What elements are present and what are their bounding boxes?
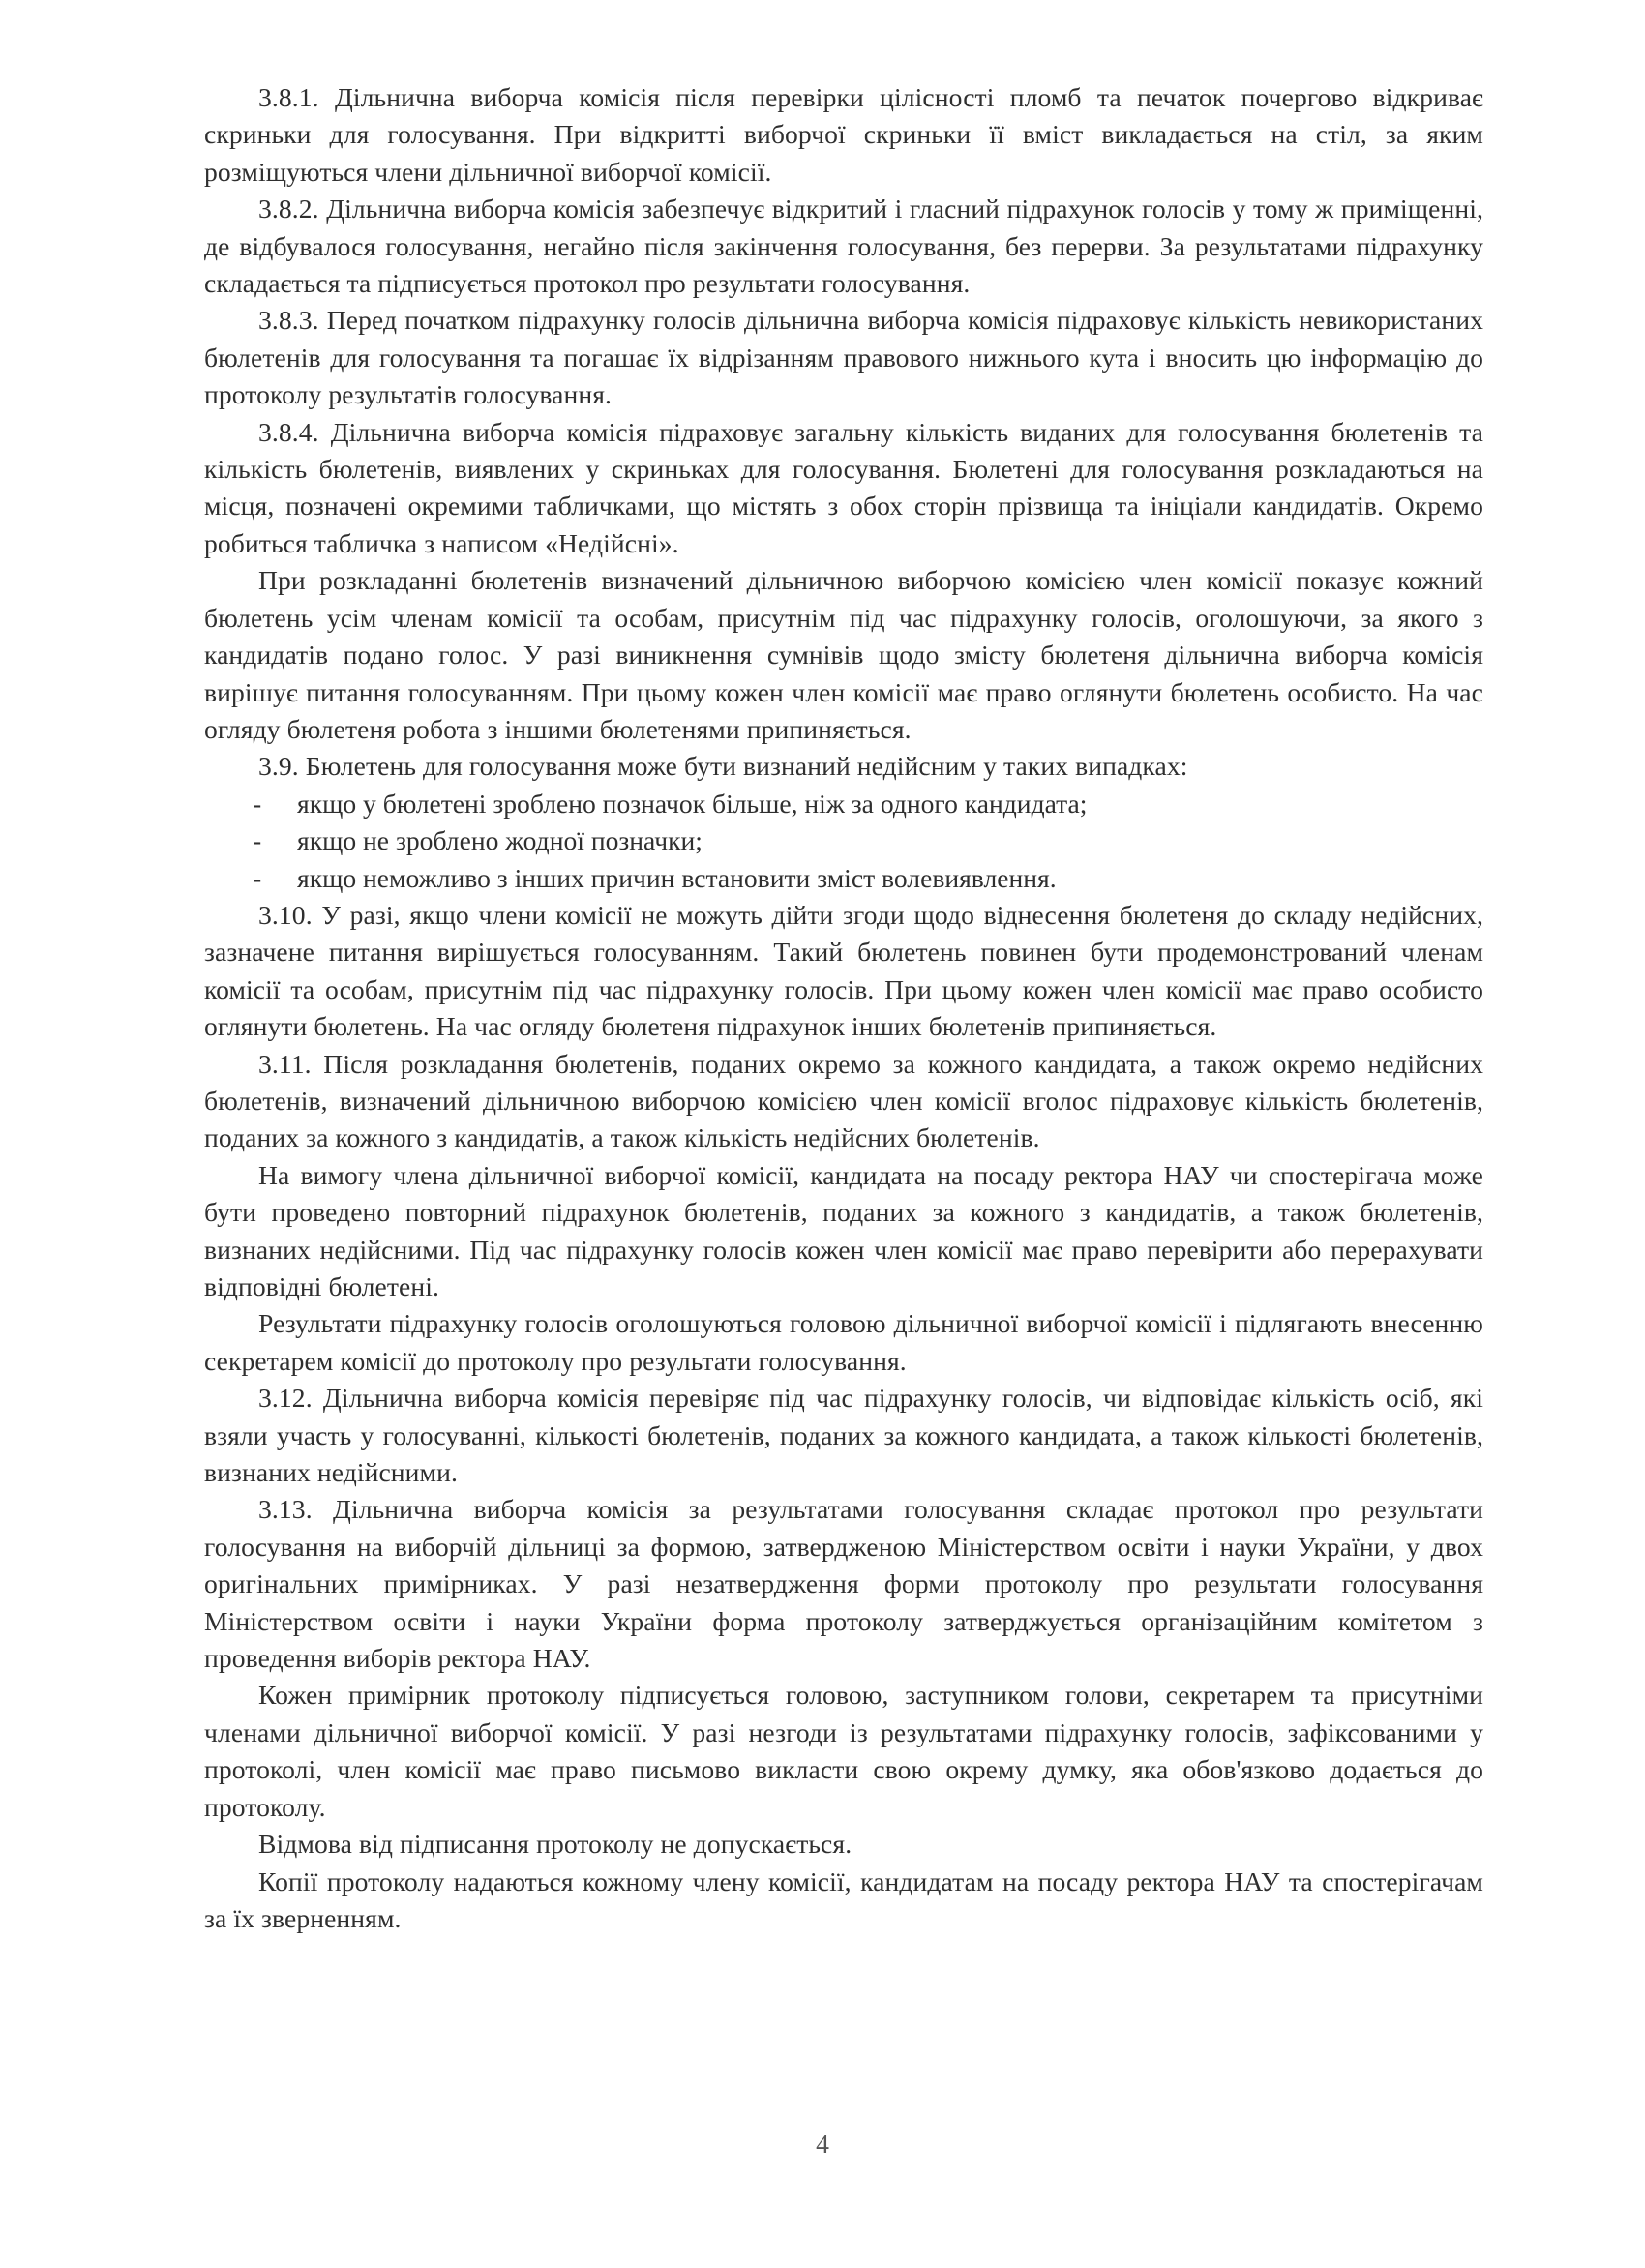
paragraph-3-13: 3.13. Дільнична виборча комісія за результатами голосування складає протокол про результати голосування на виборчій дільниці за формою, затвердженою Міністерством освіти і науки України, у двох оригінальних примірниках. У разі незатвердження форми протоколу про результати голосування Міністерством освіти і науки України форма протоколу затверджується організаційним комітетом з проведення виборів ректора НАУ. bbox=[204, 1494, 1483, 1674]
paragraph-ballot-display: При розкладанні бюлетенів визначений дільничною виборчою комісією член комісії показує кожний бюлетень усім членам комісії та особам, присутнім під час підрахунку голосів, оголошуючи, за якого з кандидатів подано голос. У разі виникнення сумнівів щодо змісту бюлетеня дільнична виборча комісія вирішує питання голосуванням. При цьому кожен член комісії має право оглянути бюлетень особисто. На час огляду бюлетеня робота з іншими бюлетенями припиняється. bbox=[204, 565, 1483, 744]
paragraph-recount: На вимогу члена дільничної виборчої комісії, кандидата на посаду ректора НАУ чи спостерігача може бути проведено повторний підрахунок бюлетенів, поданих за кожного з кандидатів, а також бюлетенів, визнаних недійсними. Під час підрахунку голосів кожен член комісії має право перевірити або перерахувати відповідні бюлетені. bbox=[204, 1159, 1483, 1301]
paragraph-copies: Копії протоколу надаються кожному члену комісії, кандидатам на посаду ректора НАУ та спостерігачам за їх зверненням. bbox=[204, 1865, 1483, 1933]
document-page bbox=[204, 79, 1483, 2208]
paragraph-3-8-2: 3.8.2. Дільнична виборча комісія забезпечує відкритий і гласний підрахунок голосів у тому ж приміщенні, де відбувалося голосування, негайно після закінчення голосування, без перерви. За результатами підрахунку складається та підписується протокол про результати голосування. bbox=[204, 194, 1483, 299]
page-number: 4 bbox=[816, 2129, 829, 2159]
paragraph-3-10: 3.10. У разі, якщо члени комісії не можуть дійти згоди щодо віднесення бюлетеня до складу недійсних, зазначене питання вирішується голосуванням. Такий бюлетень повинен бути продемонстрований членам комісії та особам, присутнім під час підрахунку голосів. При цьому кожен член комісії має право особисто оглянути бюлетень. На час огляду бюлетеня підрахунок інших бюлетенів припиняється. bbox=[204, 899, 1483, 1042]
paragraph-protocol-signing: Кожен примірник протоколу підписується головою, заступником голови, секретарем та присутніми членами дільничної виборчої комісії. У разі незгоди із результатами підрахунку голосів, зафіксованими у протоколі, член комісії має право письмово викласти свою окрему думку, яка обов'язково додається до протоколу. bbox=[204, 1680, 1483, 1822]
list-item bbox=[204, 786, 1483, 822]
paragraph-3-8-4: 3.8.4. Дільнична виборча комісія підраховує загальну кількість виданих для голосування бюлетенів та кількість бюлетенів, виявлених у скриньках для голосування. Бюлетені для голосування розкладаються на місця, позначені окремими табличками, що містять з обох сторін прізвища та ініціали кандидатів. Окремо робиться табличка з написом «Недійсні». bbox=[204, 416, 1483, 558]
invalid-ballot-list bbox=[204, 786, 1483, 897]
paragraph-refusal: Відмова від підписання протоколу не допускається. bbox=[258, 1829, 852, 1860]
bullet-dash: - bbox=[253, 788, 262, 819]
bullet-dash: - bbox=[253, 825, 262, 856]
paragraph-3-9: 3.9. Бюлетень для голосування може бути визнаний недійсним у таких випадках: bbox=[258, 751, 1188, 782]
paragraph-3-12: 3.12. Дільнична виборча комісія перевіряє під час підрахунку голосів, чи відповідає кількість осіб, які взяли участь у голосуванні, кількості бюлетенів, поданих за кожного кандидата, а також кількості бюлетенів, визнаних недійсними. bbox=[204, 1383, 1483, 1488]
list-item bbox=[204, 822, 1483, 859]
list-item-text: якщо у бюлетені зроблено позначок більше, ніж за одного кандидата; bbox=[297, 788, 1088, 819]
paragraph-3-8-3: 3.8.3. Перед початком підрахунку голосів дільнична виборча комісія підраховує кількість невикористаних бюлетенів для голосування та погашає їх відрізанням правового нижнього кута і вносить цю інформацію до протоколу результатів голосування. bbox=[204, 305, 1483, 410]
list-item-text: якщо не зроблено жодної позначки; bbox=[297, 825, 703, 856]
paragraph-3-8-1: 3.8.1. Дільнична виборча комісія після перевірки цілісності пломб та печаток почергово відкриває скриньки для голосування. При відкритті виборчої скриньки її вміст викладається на стіл, за яким розміщуються члени дільничної виборчої комісії. bbox=[204, 82, 1483, 187]
list-item bbox=[204, 860, 1483, 897]
paragraph-3-11: 3.11. Після розкладання бюлетенів, поданих окремо за кожного кандидата, а також окремо недійсних бюлетенів, визначений дільничною виборчою комісією член комісії вголос підраховує кількість бюлетенів, поданих за кожного з кандидатів, а також кількість недійсних бюлетенів. bbox=[204, 1048, 1483, 1153]
bullet-dash: - bbox=[253, 862, 262, 893]
list-item-text: якщо неможливо з інших причин встановити зміст волевиявлення. bbox=[297, 862, 1057, 893]
paragraph-results-announcement: Результати підрахунку голосів оголошуються головою дільничної виборчої комісії і підлягають внесенню секретарем комісії до протоколу про результати голосування. bbox=[204, 1308, 1483, 1376]
